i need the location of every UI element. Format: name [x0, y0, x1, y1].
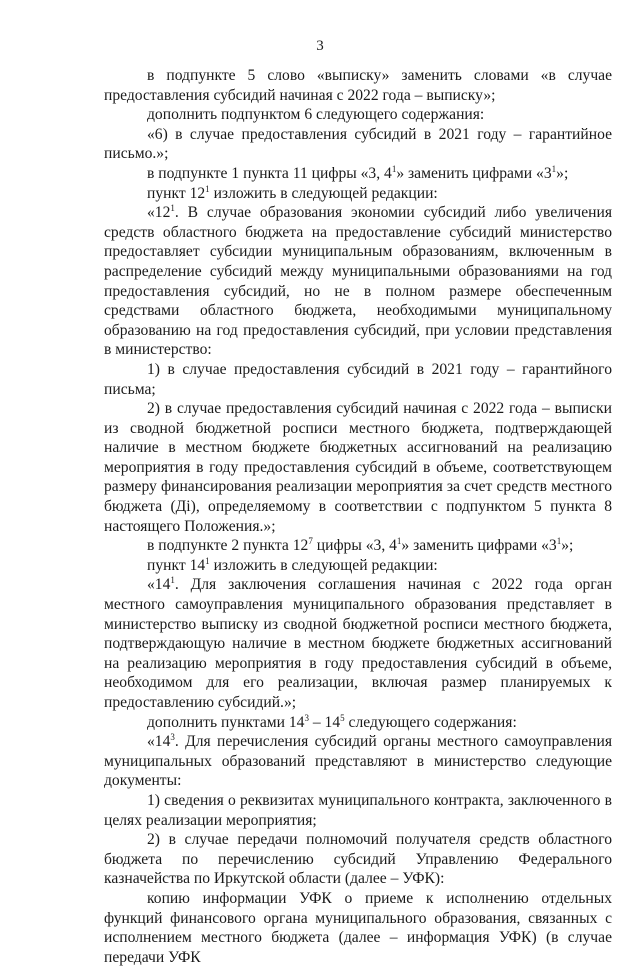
- text-run: пункт 14: [147, 556, 206, 574]
- text-run: изложить в следующей редакции:: [209, 556, 438, 574]
- paragraph: [104, 556, 612, 576]
- text-run: дополнить подпунктом 6 следующего содержания:: [147, 106, 485, 124]
- superscript: 3: [170, 732, 175, 743]
- paragraph: [104, 889, 612, 967]
- superscript: 7: [308, 536, 313, 547]
- text-run: . Для перечисления субсидий органы местного самоуправления муниципальных образований представляют в министерство следующие документы:: [104, 733, 612, 790]
- text-run: – 14: [308, 713, 341, 731]
- paragraph: [104, 66, 612, 105]
- text-run: » заменить цифрами «3: [396, 164, 552, 182]
- superscript: 5: [340, 712, 345, 723]
- paragraph: [104, 732, 612, 791]
- text-run: дополнить пунктами 14: [147, 713, 305, 731]
- superscript: 1: [170, 203, 175, 214]
- text-run: следующего содержания:: [344, 713, 517, 731]
- superscript: 1: [205, 183, 210, 194]
- text-run: «14: [147, 576, 171, 594]
- text-run: 2) в случае передачи полномочий получателя средств областного бюджета по перечислению субсидий Управлению Федерального казначейства по Иркутской области (далее – УФК):: [104, 831, 612, 888]
- text-run: «12: [147, 204, 171, 222]
- text-run: »;: [561, 537, 574, 555]
- paragraph: [104, 203, 612, 360]
- text-run: в подпункте 1 пункта 11 цифры «3, 4: [147, 164, 392, 182]
- text-run: 1) сведения о реквизитах муниципального контракта, заключенного в целях реализации мероприятия;: [104, 791, 612, 829]
- text-run: «14: [147, 733, 171, 751]
- page-number: 3: [316, 38, 324, 54]
- superscript: 1: [396, 536, 402, 547]
- text-run: »;: [556, 164, 569, 182]
- document-body: [104, 66, 612, 967]
- superscript: 1: [551, 163, 557, 174]
- paragraph: [104, 536, 612, 556]
- text-run: 2) в случае предоставления субсидий начиная с 2022 года – выписки из сводной бюджетной росписи местного бюджета, подтверждающей наличие в местном бюджете бюджетных ассигнований на реализацию мероприятия в году предоставления субсидий в объеме, соответствующем размеру финансирования реализации мероприятия за счет средств местного бюджета (Дi), определяемому в соответствии с подпунктом 5 пункта 8 настоящего Положения.»;: [104, 400, 612, 535]
- paragraph: [104, 575, 612, 712]
- text-run: 1) в случае предоставления субсидий в 2021 году – гарантийного письма;: [104, 360, 612, 398]
- paragraph: [104, 125, 612, 164]
- superscript: 1: [205, 555, 210, 566]
- paragraph: [104, 105, 612, 125]
- superscript: 1: [556, 536, 562, 547]
- text-run: . Для заключения соглашения начиная с 2022 года орган местного самоуправления муниципального образования представляет в министерство выписку из сводной бюджетной росписи местного бюджета, подтверждающую наличие в местном бюджете бюджетных ассигнований на реализацию мероприятия в году предоставления субсидий в объеме, необходимом для его реализации, включая размер планируемых к предоставлению субсидий.»;: [104, 576, 612, 711]
- paragraph: [104, 830, 612, 889]
- text-run: копию информации УФК о приеме к исполнению отдельных функций финансового органа муниципального образования, связанных с исполнением местного бюджета (далее – информация УФК) (в случае передачи УФК: [104, 889, 612, 966]
- text-run: . В случае образования экономии субсидий либо увеличения средств областного бюджета на предоставление субсидий министерство предоставляет субсидии муниципальным образованиям, включенным в распределение субсидий между муниципальными образованиями на год предоставления субсидий, но не в полном размере обеспеченным средствами областного бюджета, необходимыми муниципальному образованию на год предоставления субсидий, при условии представления в министерство:: [104, 204, 612, 359]
- paragraph: [104, 184, 612, 204]
- text-run: «6) в случае предоставления субсидий в 2021 году – гарантийное письмо.»;: [104, 125, 612, 163]
- text-run: в подпункте 2 пункта 12: [147, 537, 309, 555]
- superscript: 1: [391, 163, 397, 174]
- paragraph: [104, 713, 612, 733]
- paragraph: [104, 164, 612, 184]
- text-run: в подпункте 5 слово «выписку» заменить словами «в случае предоставления субсидий начиная с 2022 года – выписку»;: [104, 67, 612, 104]
- paragraph: [104, 360, 612, 399]
- paragraph: [104, 399, 612, 536]
- superscript: 3: [304, 712, 309, 723]
- paragraph: [104, 791, 612, 830]
- text-run: пункт 12: [147, 184, 206, 202]
- superscript: 1: [170, 575, 175, 586]
- text-run: цифры «3, 4: [312, 537, 397, 555]
- text-run: изложить в следующей редакции:: [209, 184, 438, 202]
- text-run: » заменить цифрами «3: [401, 537, 557, 555]
